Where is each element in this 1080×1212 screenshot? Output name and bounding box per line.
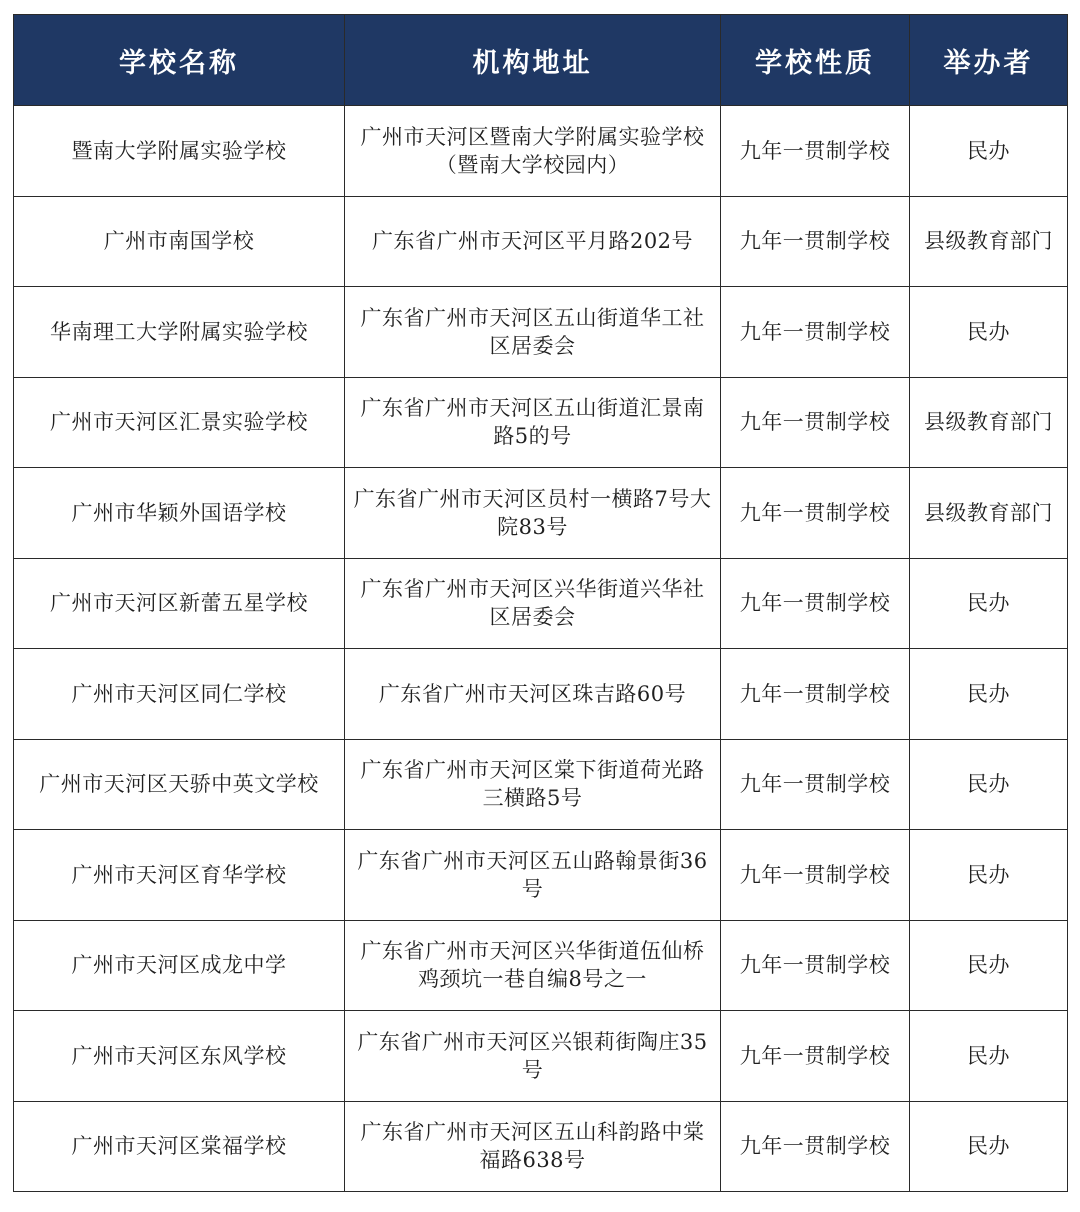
school-table xyxy=(13,14,1068,1192)
cell-organizer: 民办 xyxy=(910,920,1068,1011)
cell-school-name: 广州市华颖外国语学校 xyxy=(14,468,345,559)
cell-school-type: 九年一贯制学校 xyxy=(721,920,910,1011)
cell-address: 广东省广州市天河区珠吉路60号 xyxy=(345,649,721,740)
cell-organizer: 民办 xyxy=(910,739,1068,830)
cell-address: 广东省广州市天河区兴华街道兴华社区居委会 xyxy=(345,558,721,649)
header-school-type: 学校性质 xyxy=(721,15,910,106)
table-row xyxy=(14,287,1068,378)
cell-school-type: 九年一贯制学校 xyxy=(721,1101,910,1192)
cell-school-type: 九年一贯制学校 xyxy=(721,1011,910,1102)
cell-school-name: 广州市天河区棠福学校 xyxy=(14,1101,345,1192)
cell-school-type: 九年一贯制学校 xyxy=(721,196,910,287)
table-row xyxy=(14,468,1068,559)
table-body xyxy=(14,106,1068,1192)
table-row xyxy=(14,649,1068,740)
cell-organizer: 县级教育部门 xyxy=(910,377,1068,468)
cell-address: 广东省广州市天河区棠下街道荷光路三横路5号 xyxy=(345,739,721,830)
cell-address: 广东省广州市天河区兴银莉街陶庄35号 xyxy=(345,1011,721,1102)
header-row xyxy=(14,15,1068,106)
cell-school-name: 广州市天河区成龙中学 xyxy=(14,920,345,1011)
table-row xyxy=(14,1011,1068,1102)
table-row xyxy=(14,739,1068,830)
cell-address: 广东省广州市天河区员村一横路7号大院83号 xyxy=(345,468,721,559)
table-row xyxy=(14,1101,1068,1192)
table-row xyxy=(14,377,1068,468)
cell-address: 广东省广州市天河区五山街道华工社区居委会 xyxy=(345,287,721,378)
cell-address: 广东省广州市天河区五山路翰景街36号 xyxy=(345,830,721,921)
cell-organizer: 民办 xyxy=(910,287,1068,378)
cell-school-type: 九年一贯制学校 xyxy=(721,558,910,649)
cell-school-type: 九年一贯制学校 xyxy=(721,468,910,559)
cell-school-name: 广州市天河区育华学校 xyxy=(14,830,345,921)
cell-organizer: 县级教育部门 xyxy=(910,196,1068,287)
cell-school-name: 广州市南国学校 xyxy=(14,196,345,287)
cell-organizer: 民办 xyxy=(910,1101,1068,1192)
cell-school-type: 九年一贯制学校 xyxy=(721,287,910,378)
cell-address: 广东省广州市天河区平月路202号 xyxy=(345,196,721,287)
cell-organizer: 民办 xyxy=(910,1011,1068,1102)
cell-organizer: 县级教育部门 xyxy=(910,468,1068,559)
cell-address: 广东省广州市天河区五山科韵路中棠福路638号 xyxy=(345,1101,721,1192)
cell-address: 广东省广州市天河区五山街道汇景南路5的号 xyxy=(345,377,721,468)
cell-school-type: 九年一贯制学校 xyxy=(721,830,910,921)
table-row xyxy=(14,196,1068,287)
table-row xyxy=(14,920,1068,1011)
cell-school-name: 华南理工大学附属实验学校 xyxy=(14,287,345,378)
cell-school-type: 九年一贯制学校 xyxy=(721,106,910,197)
cell-school-name: 广州市天河区汇景实验学校 xyxy=(14,377,345,468)
cell-school-name: 暨南大学附属实验学校 xyxy=(14,106,345,197)
cell-school-type: 九年一贯制学校 xyxy=(721,649,910,740)
cell-school-type: 九年一贯制学校 xyxy=(721,377,910,468)
header-school-name: 学校名称 xyxy=(14,15,345,106)
cell-school-type: 九年一贯制学校 xyxy=(721,739,910,830)
cell-address: 广东省广州市天河区兴华街道伍仙桥鸡颈坑一巷自编8号之一 xyxy=(345,920,721,1011)
cell-school-name: 广州市天河区新蕾五星学校 xyxy=(14,558,345,649)
cell-organizer: 民办 xyxy=(910,558,1068,649)
cell-school-name: 广州市天河区天骄中英文学校 xyxy=(14,739,345,830)
cell-school-name: 广州市天河区同仁学校 xyxy=(14,649,345,740)
cell-school-name: 广州市天河区东风学校 xyxy=(14,1011,345,1102)
cell-organizer: 民办 xyxy=(910,830,1068,921)
cell-organizer: 民办 xyxy=(910,649,1068,740)
school-table-container xyxy=(13,14,1067,1192)
header-address: 机构地址 xyxy=(345,15,721,106)
cell-organizer: 民办 xyxy=(910,106,1068,197)
table-row xyxy=(14,558,1068,649)
cell-address: 广州市天河区暨南大学附属实验学校（暨南大学校园内） xyxy=(345,106,721,197)
table-row xyxy=(14,106,1068,197)
table-row xyxy=(14,830,1068,921)
table-header xyxy=(14,15,1068,106)
header-organizer: 举办者 xyxy=(910,15,1068,106)
